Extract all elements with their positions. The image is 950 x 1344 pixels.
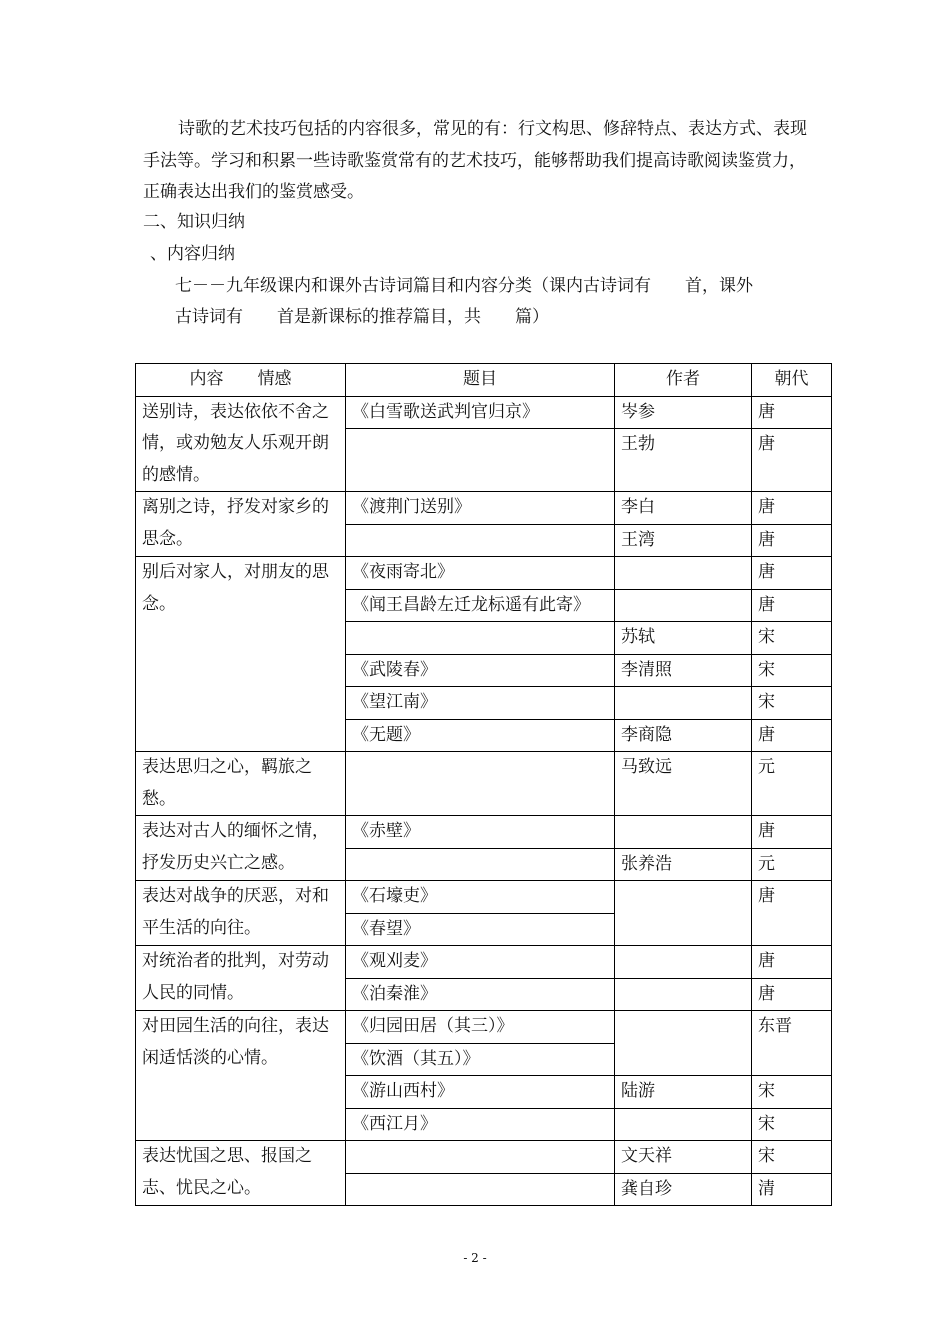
title-cell: 《饮酒（其五）》 <box>346 1043 615 1076</box>
author-cell <box>615 816 752 849</box>
header-title: 题目 <box>346 364 615 397</box>
header-content: 内容 情感 <box>136 364 346 397</box>
dynasty-cell: 唐 <box>752 492 832 525</box>
author-cell <box>615 687 752 720</box>
table-row <box>136 816 832 849</box>
table-row <box>136 1011 832 1044</box>
author-cell: 陆游 <box>615 1076 752 1109</box>
table-row <box>136 946 832 979</box>
dynasty-cell: 唐 <box>752 719 832 752</box>
table-row <box>136 752 832 816</box>
author-cell <box>615 946 752 979</box>
dynasty-cell: 宋 <box>752 622 832 655</box>
title-cell <box>346 524 615 557</box>
author-cell: 李白 <box>615 492 752 525</box>
dynasty-cell: 元 <box>752 752 832 816</box>
dynasty-cell: 唐 <box>752 429 832 492</box>
author-cell: 苏轼 <box>615 622 752 655</box>
dynasty-cell: 东晋 <box>752 1011 832 1076</box>
dynasty-cell: 元 <box>752 848 832 881</box>
author-cell: 王湾 <box>615 524 752 557</box>
theme-cell: 别后对家人，对朋友的思念。 <box>136 557 346 752</box>
theme-cell: 表达对古人的缅怀之情，抒发历史兴亡之感。 <box>136 816 346 881</box>
author-cell: 张养浩 <box>615 848 752 881</box>
title-cell: 《泊秦淮》 <box>346 978 615 1011</box>
dynasty-cell: 宋 <box>752 687 832 720</box>
theme-cell: 对田园生活的向往，表达闲适恬淡的心情。 <box>136 1011 346 1141</box>
title-cell: 《白雪歌送武判官归京》 <box>346 396 615 429</box>
dynasty-cell: 唐 <box>752 946 832 979</box>
dynasty-cell: 唐 <box>752 524 832 557</box>
theme-cell: 对统治者的批判，对劳动人民的同情。 <box>136 946 346 1011</box>
table-row <box>136 881 832 914</box>
title-cell <box>346 752 615 816</box>
title-cell: 《观刈麦》 <box>346 946 615 979</box>
dynasty-cell: 宋 <box>752 654 832 687</box>
author-cell: 李清照 <box>615 654 752 687</box>
author-cell: 马致远 <box>615 752 752 816</box>
author-cell: 龚自珍 <box>615 1173 752 1206</box>
dynasty-cell: 唐 <box>752 589 832 622</box>
dynasty-cell: 唐 <box>752 396 832 429</box>
title-cell: 《游山西村》 <box>346 1076 615 1109</box>
table-row <box>136 396 832 429</box>
page-number: - 2 - <box>463 1251 487 1265</box>
dynasty-cell: 清 <box>752 1173 832 1206</box>
theme-cell: 表达忧国之思、报国之志、忧民之心。 <box>136 1141 346 1206</box>
title-cell: 《无题》 <box>346 719 615 752</box>
title-cell: 《春望》 <box>346 913 615 946</box>
title-cell <box>346 1173 615 1206</box>
dynasty-cell: 宋 <box>752 1108 832 1141</box>
title-cell: 《赤壁》 <box>346 816 615 849</box>
author-cell <box>615 1011 752 1076</box>
title-cell: 《闻王昌龄左迁龙标遥有此寄》 <box>346 589 615 622</box>
title-cell: 《望江南》 <box>346 687 615 720</box>
subsection-heading: 、内容归纳 <box>150 244 235 264</box>
author-cell: 王勃 <box>615 429 752 492</box>
title-cell <box>346 1141 615 1174</box>
poem-classification-table <box>135 363 832 1206</box>
author-cell <box>615 589 752 622</box>
title-cell: 《归园田居（其三）》 <box>346 1011 615 1044</box>
title-cell <box>346 848 615 881</box>
intro-paragraph: 诗歌的艺术技巧包括的内容很多，常见的有：行文构思、修辞特点、表达方式、表现手法等。学习和积累一些诗歌鉴赏常有的艺术技巧，能够帮助我们提高诗歌阅读鉴赏力，正确表达出我们的鉴赏感受。 <box>143 119 807 202</box>
dynasty-cell: 唐 <box>752 816 832 849</box>
table-row <box>136 492 832 525</box>
theme-cell: 表达思归之心，羁旅之愁。 <box>136 752 346 816</box>
title-cell: 《渡荆门送别》 <box>346 492 615 525</box>
title-cell <box>346 429 615 492</box>
table-caption-line-2: 古诗词有 首是新课标的推荐篇目，共 篇） <box>175 307 549 327</box>
dynasty-cell: 宋 <box>752 1076 832 1109</box>
dynasty-cell: 唐 <box>752 557 832 590</box>
section-heading: 二、知识归纳 <box>143 212 245 232</box>
table-row <box>136 1141 832 1174</box>
author-cell: 岑参 <box>615 396 752 429</box>
table-row <box>136 557 832 590</box>
title-cell: 《夜雨寄北》 <box>346 557 615 590</box>
table-header-row <box>136 364 832 397</box>
author-cell <box>615 881 752 946</box>
theme-cell: 表达对战争的厌恶，对和平生活的向往。 <box>136 881 346 946</box>
theme-cell: 离别之诗，抒发对家乡的思念。 <box>136 492 346 557</box>
author-cell: 文天祥 <box>615 1141 752 1174</box>
title-cell: 《石壕吏》 <box>346 881 615 914</box>
theme-cell: 送别诗，表达依依不舍之情，或劝勉友人乐观开朗的感情。 <box>136 396 346 492</box>
author-cell <box>615 1108 752 1141</box>
author-cell <box>615 557 752 590</box>
dynasty-cell: 宋 <box>752 1141 832 1174</box>
table-caption-line-1: 七－－九年级课内和课外古诗词篇目和内容分类（课内古诗词有 首，课外 <box>175 276 753 296</box>
title-cell <box>346 622 615 655</box>
author-cell: 李商隐 <box>615 719 752 752</box>
title-cell: 《西江月》 <box>346 1108 615 1141</box>
header-dynasty: 朝代 <box>752 364 832 397</box>
title-cell: 《武陵春》 <box>346 654 615 687</box>
author-cell <box>615 978 752 1011</box>
dynasty-cell: 唐 <box>752 881 832 946</box>
header-author: 作者 <box>615 364 752 397</box>
dynasty-cell: 唐 <box>752 978 832 1011</box>
